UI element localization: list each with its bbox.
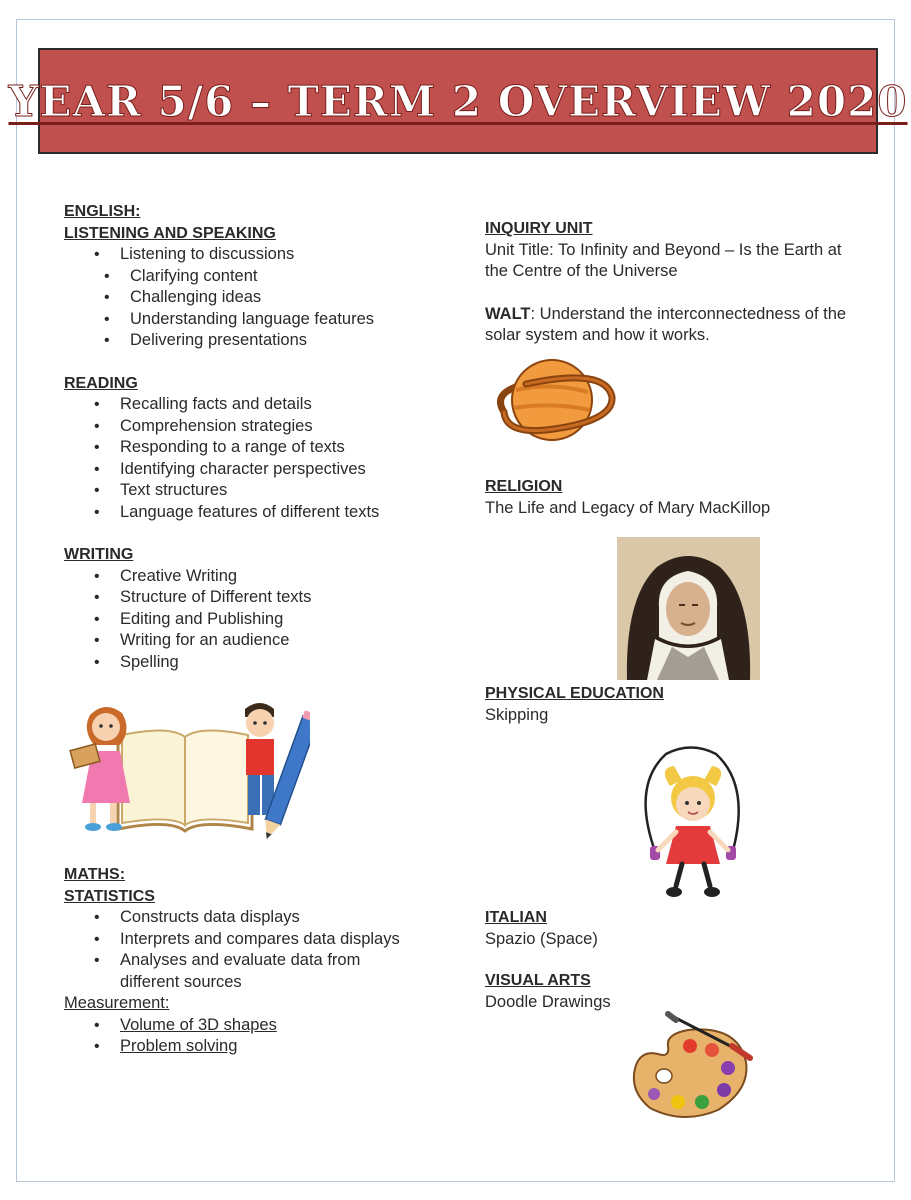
list-item: • Listening to discussions: [64, 244, 464, 266]
pe-section: [485, 683, 895, 726]
inquiry-title-line1: Unit Title: To Infinity and Beyond – Is the Earth at: [485, 240, 842, 259]
list-item: • Text structures: [64, 480, 464, 502]
portrait-icon: [617, 537, 760, 680]
arts-text: Doodle Drawings: [485, 992, 611, 1011]
list-item: [64, 1036, 464, 1058]
inquiry-section: [485, 218, 895, 347]
list-item: [64, 1015, 464, 1037]
reading-list: [64, 394, 464, 523]
list-item: • Spelling: [64, 652, 464, 674]
religion-text: The Life and Legacy of Mary MacKillop: [485, 498, 771, 517]
list-item-text: Volume of 3D shapes: [120, 1015, 277, 1034]
walt-label: WALT: [485, 304, 531, 323]
list-item: • Comprehension strategies: [64, 416, 464, 438]
pe-heading: PHYSICAL EDUCATION: [485, 685, 664, 702]
list-item: • Challenging ideas: [64, 287, 464, 309]
inquiry-heading: INQUIRY UNIT: [485, 220, 593, 237]
list-item: • Creative Writing: [64, 566, 464, 588]
skipping-girl-icon: [636, 746, 746, 904]
walt-text: : Understand the interconnectedness of the: [530, 304, 847, 323]
list-item: • Analyses and evaluate data from: [64, 950, 464, 972]
italian-heading: ITALIAN: [485, 909, 547, 926]
list-item: • Identifying character perspectives: [64, 459, 464, 481]
english-heading: ENGLISH:: [64, 203, 141, 220]
title-banner: [8, 48, 908, 154]
list-item-continuation: different sources: [120, 972, 242, 991]
list-item: • Interprets and compares data displays: [64, 929, 464, 951]
walt-line2: solar system and how it works.: [485, 326, 710, 344]
list-item: • Delivering presentations: [64, 330, 464, 352]
measurement-list: [64, 1015, 464, 1058]
statistics-heading: STATISTICS: [64, 887, 155, 905]
list-item: • Recalling facts and details: [64, 394, 464, 416]
list-item-text: Problem solving: [120, 1037, 238, 1055]
writing-heading: WRITING: [64, 546, 134, 563]
arts-heading: VISUAL ARTS: [485, 972, 591, 989]
italian-text: Spazio (Space): [485, 929, 598, 948]
left-column: [64, 201, 464, 673]
writing-list: [64, 566, 464, 674]
list-item: • Responding to a range of texts: [64, 437, 464, 459]
inquiry-title-line2: the Centre of the Universe: [485, 262, 678, 280]
list-item: • Structure of Different texts: [64, 587, 464, 609]
statistics-list: [64, 907, 464, 972]
measurement-heading: Measurement:: [64, 994, 170, 1012]
list-item: • Clarifying content: [64, 266, 464, 288]
planet-icon: [486, 352, 618, 447]
listening-list: [64, 244, 464, 352]
list-item: • Understanding language features: [64, 309, 464, 331]
maths-section: [64, 864, 464, 1058]
religion-section: [485, 476, 895, 519]
kids-book-icon: [60, 695, 310, 845]
arts-section: [485, 970, 895, 1013]
religion-heading: RELIGION: [485, 478, 563, 495]
maths-heading: MATHS:: [64, 866, 126, 883]
listening-heading: LISTENING AND SPEAKING: [64, 224, 276, 242]
list-item: • Editing and Publishing: [64, 609, 464, 631]
paint-palette-icon: [628, 1010, 753, 1122]
list-item: • Constructs data displays: [64, 907, 464, 929]
reading-heading: READING: [64, 374, 138, 392]
page-title: YEAR 5/6 – TERM 2 OVERVIEW 2020: [8, 76, 908, 126]
italian-section: [485, 907, 895, 950]
list-item: • Writing for an audience: [64, 630, 464, 652]
walt-line1: [485, 304, 895, 326]
pe-text: Skipping: [485, 705, 549, 724]
list-item: • Language features of different texts: [64, 502, 464, 524]
